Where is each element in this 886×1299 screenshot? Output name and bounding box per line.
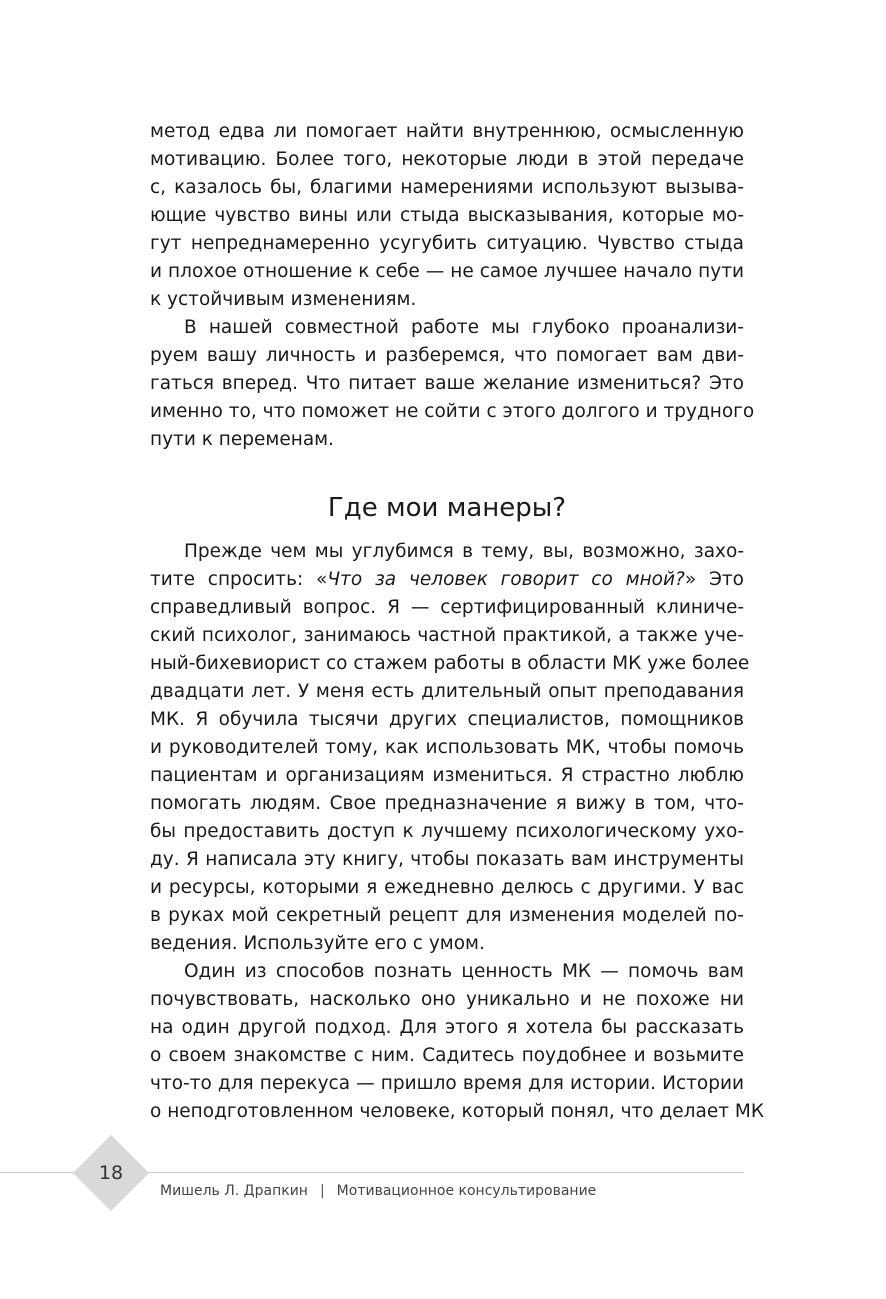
paragraph-line: двадцати лет. У меня есть длительный опыт преподавания — [150, 681, 744, 702]
section-heading: Где мои манеры? — [327, 493, 567, 523]
paragraph-line: и руководителей тому, как использовать МК, чтобы помочь — [150, 737, 744, 758]
quote-lead-text: тите спросить: « — [150, 569, 328, 590]
paragraph-line: ющие чувство вины или стыда высказывания, которые мо- — [150, 205, 744, 226]
paragraph-line: мотивацию. Более того, некоторые люди в этой передаче — [150, 149, 744, 170]
paragraph-line: помогать людям. Свое предназначение я вижу в том, что- — [150, 793, 744, 814]
paragraph-line: ведения. Используйте его с умом. — [150, 933, 485, 954]
footer-book-title: Мотивационное консультирование — [336, 1183, 597, 1199]
paragraph-3 — [150, 538, 750, 958]
paragraph-4 — [150, 958, 764, 1126]
paragraph-line: ный-бихевиорист со стажем работы в области МК уже более — [150, 653, 750, 674]
paragraph-line: метод едва ли помогает найти внутреннюю, осмысленную — [150, 121, 744, 142]
paragraph-line: и плохое отношение к себе — не самое лучшее начало пути — [150, 261, 744, 282]
paragraph-line: ский психолог, занимаюсь частной практикой, а также уче- — [150, 625, 744, 646]
paragraph-line: на один другой подход. Для этого я хотела бы рассказать — [150, 1017, 744, 1038]
paragraph-line-with-quote — [150, 566, 744, 594]
text-block-top — [150, 118, 755, 454]
quote-trail-text: » Это — [684, 569, 744, 590]
paragraph-line: с, казалось бы, благими намерениями используют вызыва- — [150, 177, 744, 198]
paragraph-line: почувствовать, насколько оно уникально и не похоже ни — [150, 989, 744, 1010]
paragraph-line: пациентам и организациям измениться. Я страстно люблю — [150, 765, 744, 786]
paragraph-line: о своем знакомстве с ним. Садитесь поудобнее и возьмите — [150, 1045, 744, 1066]
paragraph-line: МК. Я обучила тысячи других специалистов, помощников — [150, 709, 744, 730]
paragraph-line: гаться вперед. Что питает ваше желание измениться? Это — [150, 373, 744, 394]
paragraph-line: Один из способов познать ценность МК — помочь вам — [184, 961, 744, 982]
paragraph-line: справедливый вопрос. Я — сертифицированный клиниче- — [150, 597, 744, 618]
page-number: 18 — [98, 1162, 124, 1184]
paragraph-line: руем вашу личность и разберемся, что помогает вам дви- — [150, 345, 744, 366]
paragraph-line: пути к переменам. — [150, 429, 334, 450]
paragraph-line: о неподготовленном человеке, который понял, что делает МК — [150, 1101, 764, 1122]
paragraph-line: к устойчивым изменениям. — [150, 289, 417, 310]
paragraph-line: гут непреднамеренно усугубить ситуацию. Чувство стыда — [150, 233, 744, 254]
paragraph-line: именно то, что поможет не сойти с этого долгого и трудного — [150, 401, 755, 422]
running-footer — [160, 1180, 596, 1202]
paragraph-2 — [150, 314, 755, 454]
paragraph-line: В нашей совместной работе мы глубоко проанализи- — [184, 317, 744, 338]
paragraph-line: и ресурсы, которыми я ежедневно делюсь с другими. У вас — [150, 877, 744, 898]
paragraph-1 — [150, 118, 744, 314]
paragraph-line: бы предоставить доступ к лучшему психологическому ухо- — [150, 821, 744, 842]
paragraph-line: что-то для перекуса — пришло время для истории. Истории — [150, 1073, 744, 1094]
paragraph-line: Прежде чем мы углубимся в тему, вы, возможно, захо- — [184, 541, 744, 562]
paragraph-line: в руках мой секретный рецепт для изменения моделей по- — [150, 905, 744, 926]
text-block-bottom — [150, 538, 764, 1126]
italic-quote: Что за человек говорит со мной? — [327, 569, 685, 590]
footer-separator: | — [319, 1183, 325, 1199]
footer-author: Мишель Л. Драпкин — [160, 1183, 308, 1199]
paragraph-line: ду. Я написала эту книгу, чтобы показать вам инструменты — [150, 849, 744, 870]
